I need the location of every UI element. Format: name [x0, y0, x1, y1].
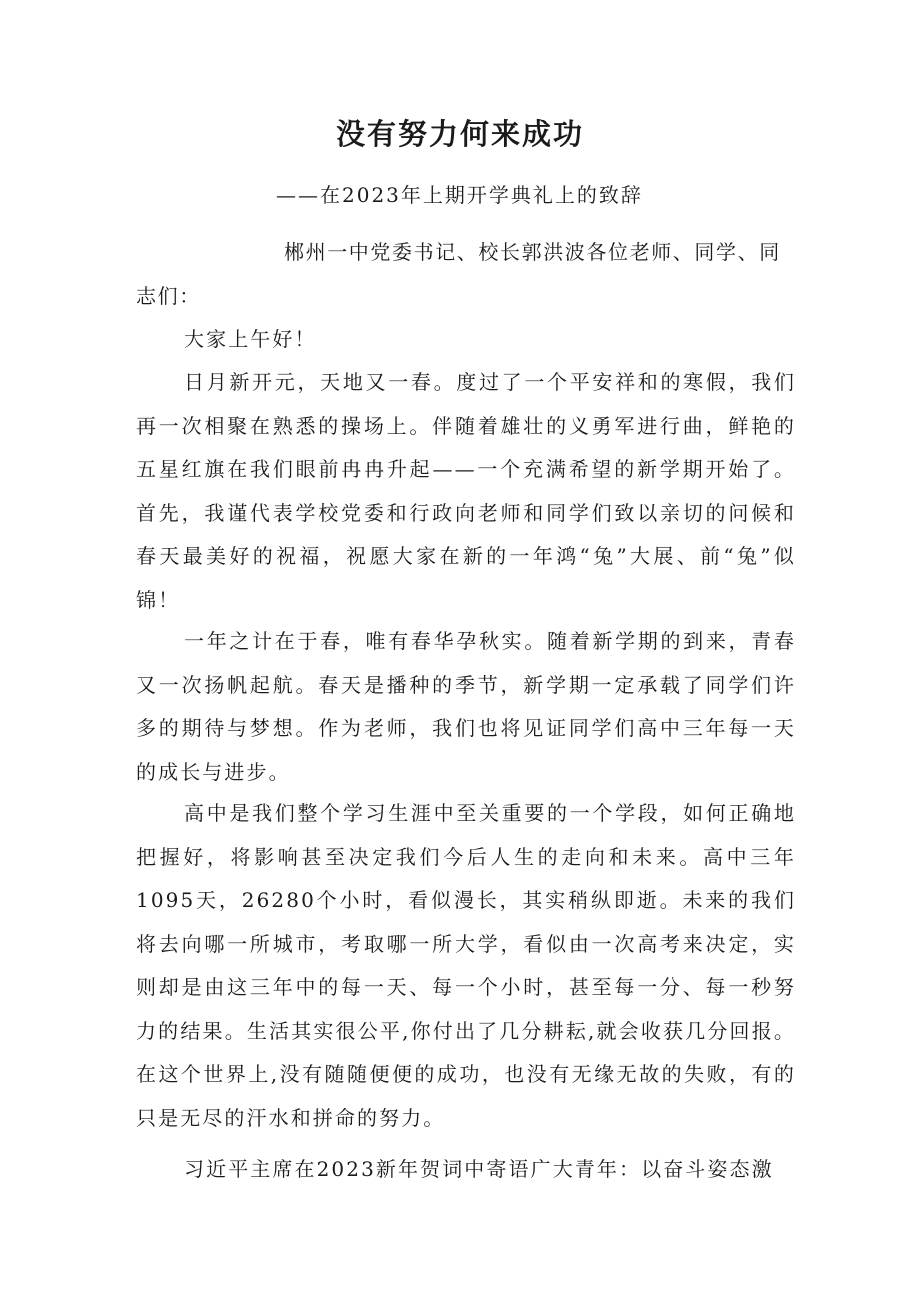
author-and-salutation: 郴州一中党委书记、校长郭洪波各位老师、同学、同志们： [136, 240, 781, 308]
paragraph-2: 一年之计在于春，唯有春华孕秋实。随着新学期的到来，青春又一次扬帆起航。春天是播种的季节，新学期一定承载了同学们许多的期待与梦想。作为老师，我们也将见证同学们高中三年每一天的成长与进步。 [136, 629, 796, 784]
greeting: 大家上午好！ [184, 327, 317, 351]
paragraph-1: 日月新开元，天地又一春。度过了一个平安祥和的寒假，我们再一次相聚在熟悉的操场上。伴随着雄壮的义勇军进行曲，鲜艳的五星红旗在我们眼前冉冉升起——一个充满希望的新学期开始了。首先，我谨代表学校党委和行政向老师和同学们致以亲切的问候和春天最美好的祝福，祝愿大家在新的一年鸿“兔”大展、前“兔”似锦！ [136, 370, 796, 612]
paragraph-3: 高中是我们整个学习生涯中至关重要的一个学段，如何正确地把握好，将影响甚至决定我们今后人生的走向和未来。高中三年1095天，26280个小时，看似漫长，其实稍纵即逝。未来的我们将去向哪一所城市，考取哪一所大学，看似由一次高考来决定，实则却是由这三年中的每一天、每一个小时，甚至每一分、每一秒努力的结果。生活其实很公平,你付出了几分耕耘,就会收获几分回报。在这个世界上,没有随随便便的成功，也没有无缘无故的失败，有的只是无尽的汗水和拼命的努力。 [136, 801, 796, 1130]
paragraph-4: 习近平主席在2023新年贺词中寄语广大青年：以奋斗姿态激 [184, 1157, 774, 1181]
subtitle: ——在2023年上期开学典礼上的致辞 [276, 183, 643, 207]
page-title: 没有努力何来成功 [335, 117, 584, 151]
